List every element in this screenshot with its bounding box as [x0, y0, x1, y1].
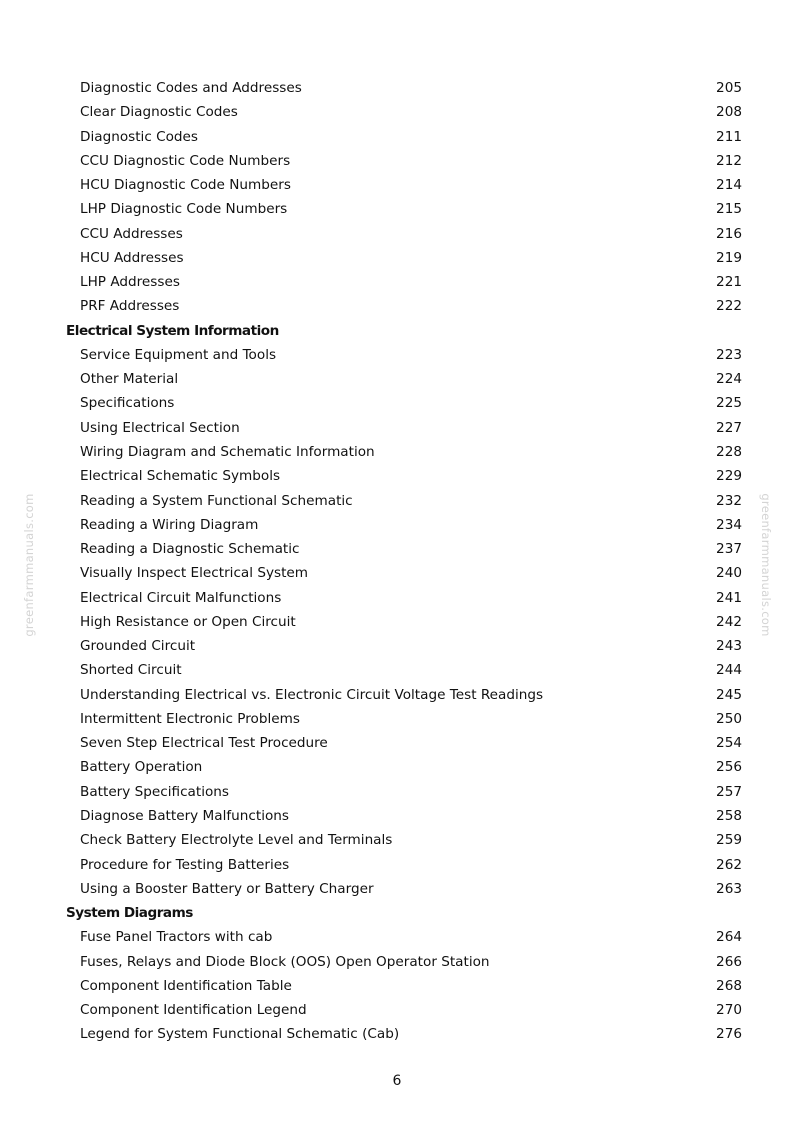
- toc-entry[interactable]: [0, 76, 794, 100]
- toc-entry-page-number: 211: [716, 128, 742, 145]
- watermark-right: greenfarmmanuals.com: [759, 493, 773, 637]
- toc-entry-page-number: 208: [716, 104, 742, 121]
- toc-entry-page-number: 234: [716, 516, 742, 533]
- toc-entry[interactable]: [0, 780, 794, 804]
- toc-entry-page-number: 215: [716, 201, 742, 218]
- toc-section-title: System Diagrams: [66, 905, 193, 922]
- toc-entry-title: PRF Addresses: [80, 298, 180, 315]
- watermark-left: greenfarmmanuals.com: [22, 493, 36, 637]
- toc-entry[interactable]: [0, 391, 794, 415]
- toc-entry-page-number: 245: [716, 686, 742, 703]
- toc-entry-page-number: 225: [716, 395, 742, 412]
- toc-entry[interactable]: [0, 149, 794, 173]
- toc-entry-title: Intermittent Electronic Problems: [80, 710, 300, 727]
- toc-entry-title: Specifications: [80, 395, 175, 412]
- toc-entry-title: Understanding Electrical vs. Electronic Circuit Voltage Test Readings: [80, 686, 544, 703]
- toc-entry-title: High Resistance or Open Circuit: [80, 613, 296, 630]
- toc-entry-title: Using Electrical Section: [80, 419, 240, 436]
- toc-entry-title: Electrical Schematic Symbols: [80, 468, 281, 485]
- toc-entry[interactable]: [0, 1022, 794, 1046]
- toc-entry[interactable]: [0, 658, 794, 682]
- toc-entry[interactable]: [0, 367, 794, 391]
- toc-entry[interactable]: [0, 440, 794, 464]
- toc-entry-title: Fuses, Relays and Diode Block (OOS) Open Operator Station: [80, 953, 490, 970]
- toc-entry-page-number: 250: [716, 710, 742, 727]
- toc-entry-title: Diagnostic Codes and Addresses: [80, 80, 302, 96]
- toc-entry-title: Wiring Diagram and Schematic Information: [80, 443, 375, 460]
- toc-entry[interactable]: [0, 877, 794, 901]
- toc-entry-page-number: 258: [716, 807, 742, 824]
- toc-entry-title: CCU Diagnostic Code Numbers: [80, 152, 291, 169]
- toc-entry[interactable]: [0, 343, 794, 367]
- toc-entry[interactable]: [0, 586, 794, 610]
- toc-entry[interactable]: [0, 828, 794, 852]
- toc-entry-title: Clear Diagnostic Codes: [80, 104, 238, 121]
- toc-entry[interactable]: [0, 925, 794, 949]
- toc-entry[interactable]: [0, 537, 794, 561]
- toc-entry-title: Service Equipment and Tools: [80, 346, 277, 363]
- toc-entry-page-number: 259: [716, 832, 742, 849]
- toc-entry-page-number: 241: [716, 589, 742, 606]
- toc-entry-page-number: 257: [716, 783, 742, 800]
- toc-entry-title: Diagnose Battery Malfunctions: [80, 807, 289, 824]
- toc-entry[interactable]: [0, 100, 794, 124]
- toc-entry-title: Reading a System Functional Schematic: [80, 492, 353, 509]
- toc-entry-title: Procedure for Testing Batteries: [80, 856, 290, 873]
- toc-entry[interactable]: [0, 998, 794, 1022]
- toc-section-heading: [0, 901, 794, 925]
- toc-entry-page-number: 266: [716, 953, 742, 970]
- toc-entry[interactable]: [0, 246, 794, 270]
- toc-entry-page-number: 268: [716, 977, 742, 994]
- toc-entry-page-number: 243: [716, 638, 742, 655]
- toc-entry-page-number: 227: [716, 419, 742, 436]
- toc-entry-title: Other Material: [80, 371, 179, 388]
- toc-entry-title: CCU Addresses: [80, 225, 183, 242]
- toc-entry-page-number: 244: [716, 662, 742, 679]
- toc-entry-page-number: 214: [716, 177, 742, 194]
- toc-entry-page-number: 205: [716, 80, 742, 96]
- toc-entry-page-number: 224: [716, 371, 742, 388]
- toc-entry[interactable]: [0, 173, 794, 197]
- toc-entry-title: Grounded Circuit: [80, 638, 196, 655]
- toc-entry-page-number: 240: [716, 565, 742, 582]
- toc-entry[interactable]: [0, 270, 794, 294]
- toc-entry-page-number: 262: [716, 856, 742, 873]
- toc-entry-title: Electrical Circuit Malfunctions: [80, 589, 282, 606]
- page-number: 6: [392, 1073, 402, 1089]
- toc-entry-page-number: 256: [716, 759, 742, 776]
- toc-entry[interactable]: [0, 489, 794, 513]
- toc-entry[interactable]: [0, 707, 794, 731]
- toc-entry[interactable]: [0, 731, 794, 755]
- toc-entry[interactable]: [0, 610, 794, 634]
- toc-entry[interactable]: [0, 755, 794, 779]
- toc-entry-page-number: 237: [716, 541, 742, 558]
- toc-entry-title: Check Battery Electrolyte Level and Terminals: [80, 832, 393, 849]
- toc-entry-title: LHP Addresses: [80, 274, 180, 291]
- toc-entry[interactable]: [0, 513, 794, 537]
- toc-entry-title: Component Identification Legend: [80, 1002, 307, 1019]
- toc-entry-title: Reading a Wiring Diagram: [80, 516, 259, 533]
- toc-entry[interactable]: [0, 125, 794, 149]
- toc-entry-page-number: 229: [716, 468, 742, 485]
- toc-entry-title: Fuse Panel Tractors with cab: [80, 929, 273, 946]
- toc-entry-title: Seven Step Electrical Test Procedure: [80, 735, 328, 752]
- toc-entry-page-number: 223: [716, 346, 742, 363]
- toc-entry-page-number: 264: [716, 929, 742, 946]
- toc-entry-page-number: 242: [716, 613, 742, 630]
- toc-entry-title: Reading a Diagnostic Schematic: [80, 541, 300, 558]
- toc-entry-page-number: 263: [716, 880, 742, 897]
- toc-entry[interactable]: [0, 222, 794, 246]
- toc-entry-page-number: 216: [716, 225, 742, 242]
- toc-entry-title: Using a Booster Battery or Battery Charger: [80, 880, 374, 897]
- toc-entry-title: HCU Addresses: [80, 249, 184, 266]
- toc-entry-page-number: 221: [716, 274, 742, 291]
- toc-entry[interactable]: [0, 634, 794, 658]
- toc-entry-page-number: 212: [716, 152, 742, 169]
- toc-entry-title: Shorted Circuit: [80, 662, 182, 679]
- toc-entry[interactable]: [0, 561, 794, 585]
- toc-entry-page-number: 276: [716, 1026, 742, 1043]
- toc-entry-page-number: 219: [716, 249, 742, 266]
- toc-entry-title: Legend for System Functional Schematic (Cab): [80, 1026, 400, 1043]
- toc-entry-title: HCU Diagnostic Code Numbers: [80, 177, 291, 194]
- toc-section-title: Electrical System Information: [66, 322, 279, 339]
- toc-entry[interactable]: [0, 804, 794, 828]
- toc-entry-page-number: 222: [716, 298, 742, 315]
- toc-entry-title: Component Identification Table: [80, 977, 292, 994]
- toc-entry-page-number: 270: [716, 1002, 742, 1019]
- toc-entry-title: Battery Operation: [80, 759, 203, 776]
- toc-entry-page-number: 254: [716, 735, 742, 752]
- toc-entry-title: LHP Diagnostic Code Numbers: [80, 201, 288, 218]
- toc-entry[interactable]: [0, 974, 794, 998]
- toc-entry[interactable]: [0, 464, 794, 488]
- toc-entry-title: Battery Specifications: [80, 783, 229, 800]
- toc-entry[interactable]: [0, 294, 794, 318]
- toc-entry[interactable]: [0, 950, 794, 974]
- toc-entry-title: Visually Inspect Electrical System: [80, 565, 309, 582]
- toc-section-heading: [0, 319, 794, 343]
- table-of-contents: [0, 76, 794, 1047]
- toc-entry[interactable]: [0, 853, 794, 877]
- toc-entry[interactable]: [0, 197, 794, 221]
- toc-entry[interactable]: [0, 683, 794, 707]
- toc-entry-page-number: 232: [716, 492, 742, 509]
- toc-entry-title: Diagnostic Codes: [80, 128, 199, 145]
- toc-entry-page-number: 228: [716, 443, 742, 460]
- toc-entry[interactable]: [0, 416, 794, 440]
